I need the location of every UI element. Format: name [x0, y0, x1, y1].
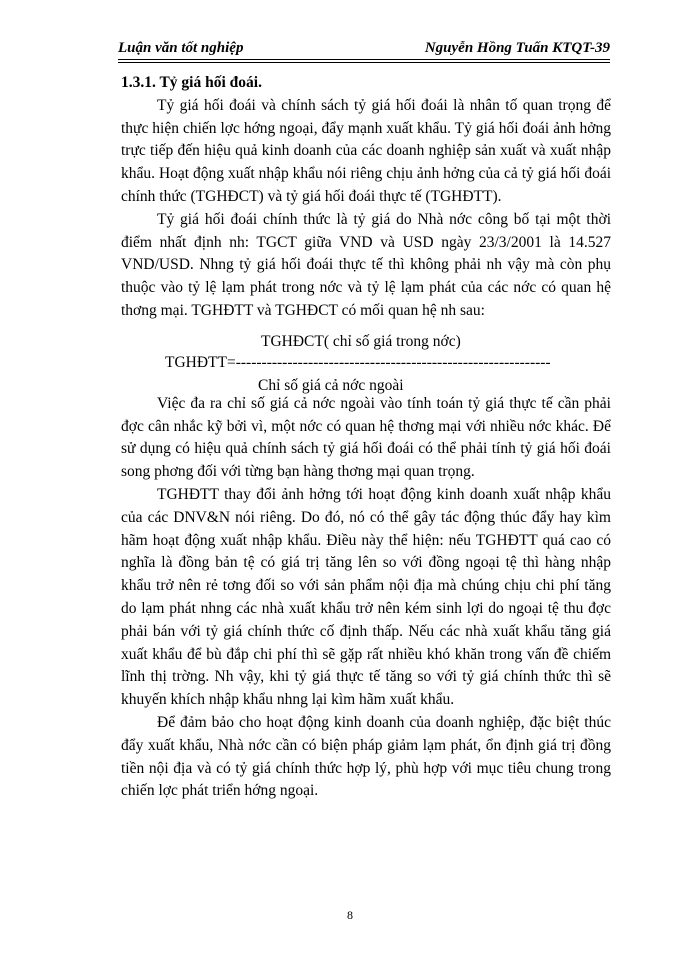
formula-denominator: Chỉ số giá cả nớc ngoài — [258, 376, 404, 394]
page-number: 8 — [347, 908, 353, 922]
paragraph-3: Việc đa ra chỉ số giá cả nớc ngoài vào tính toán tỷ giá thực tế cần phải đợc cân nhắc kỹ bởi vì, một nớc có quan hệ thơng mại với nhiều nớc khác. Để sử dụng có hiệu quả chính sách tỷ giá hối đoái có thể phải tính tỷ giá hối đoái song phơng đối với từng bạn hàng thơng mại quan trọng. — [121, 394, 611, 481]
header-rule-thin — [118, 62, 610, 63]
paragraph-4: TGHĐTT thay đổi ảnh hởng tới hoạt động kinh doanh xuất nhập khẩu của các DNV&N nói riêng. Do đó, nó có thể gây tác động thúc đẩy hay kìm hãm hoạt động xuất nhập khẩu. Điều này thể hiện: nếu TGHĐTT quá cao có nghĩa là đồng bản tệ có giá trị tăng lên so với đồng ngoại tệ thì hàng nhập khẩu trở nên rẻ tơng đối so với sản phẩm nội địa mà chúng chịu chi phí tăng do lạm phát nhng các nhà xuất khẩu trở nên kém sinh lợi do ngoại tệ thu đợc phải bán với tỷ giá chính thức cố định thấp. Nếu các nhà xuất khẩu tăng giá xuất khẩu để bù đắp chi phí thì sẽ gặp rất nhiều khó khăn trong vấn đề chiếm lĩnh thị trờng. Nh vậy, khi tỷ giá thực tế tăng so với tỷ giá chính thức thì sẽ khuyến khích nhập khẩu nhng lại kìm hãm xuất khẩu. — [121, 485, 611, 709]
paragraph-5: Để đảm bảo cho hoạt động kinh doanh của doanh nghiệp, đặc biệt thúc đẩy xuất khẩu, Nhà nớc cần có biện pháp giảm lạm phát, ổn định giá trị đồng tiền nội địa và có tỷ giá chính thức hợp lý, phù hợp với mục tiêu chung trong chiến lợc phát triển hớng ngoại. — [121, 713, 611, 800]
paragraph-1: Tỷ giá hối đoái và chính sách tỷ giá hối đoái là nhân tố quan trọng để thực hiện chiến lợc hớng ngoại, đẩy mạnh xuất khẩu. Tỷ giá hối đoái ảnh hởng trực tiếp đến hiệu quả kinh doanh của các doanh nghiệp sản xuất và xuất nhập khẩu. Hoạt động xuất nhập khẩu nói riêng chịu ảnh hởng của cả tỷ giá hối đoái chính thức (TGHĐCT) và tỷ giá hối đoái thực tế (TGHĐTT). — [121, 96, 611, 205]
section-title: 1.3.1. Tỷ giá hối đoái. — [121, 74, 262, 91]
formula-lhs: TGHĐTT=------------------------------------------------------------- — [165, 353, 551, 371]
header-right-text: Nguyễn Hồng Tuấn KTQT-39 — [424, 40, 610, 56]
header-left-text: Luận văn tốt nghiệp — [118, 40, 244, 56]
formula-numerator: TGHĐCT( chỉ số giá trong nớc) — [261, 332, 461, 350]
page-header — [118, 38, 610, 62]
formula — [121, 325, 611, 393]
header-rule — [118, 59, 610, 60]
paragraph-2: Tỷ giá hối đoái chính thức là tỷ giá do Nhà nớc công bố tại một thời điểm nhất định nh: TGCT giữa VND và USD ngày 23/3/2001 là 14.527 VND/USD. Nhng tỷ giá hối đoái thực tế thì không phải nh vậy mà còn phụ thuộc vào tỷ lệ lạm phát trong nớc và tỷ lệ lạm phát của các nớc có quan hệ thơng mại. TGHĐTT và TGHĐCT có mối quan hệ nh sau: — [121, 210, 611, 319]
page-body — [121, 72, 611, 803]
